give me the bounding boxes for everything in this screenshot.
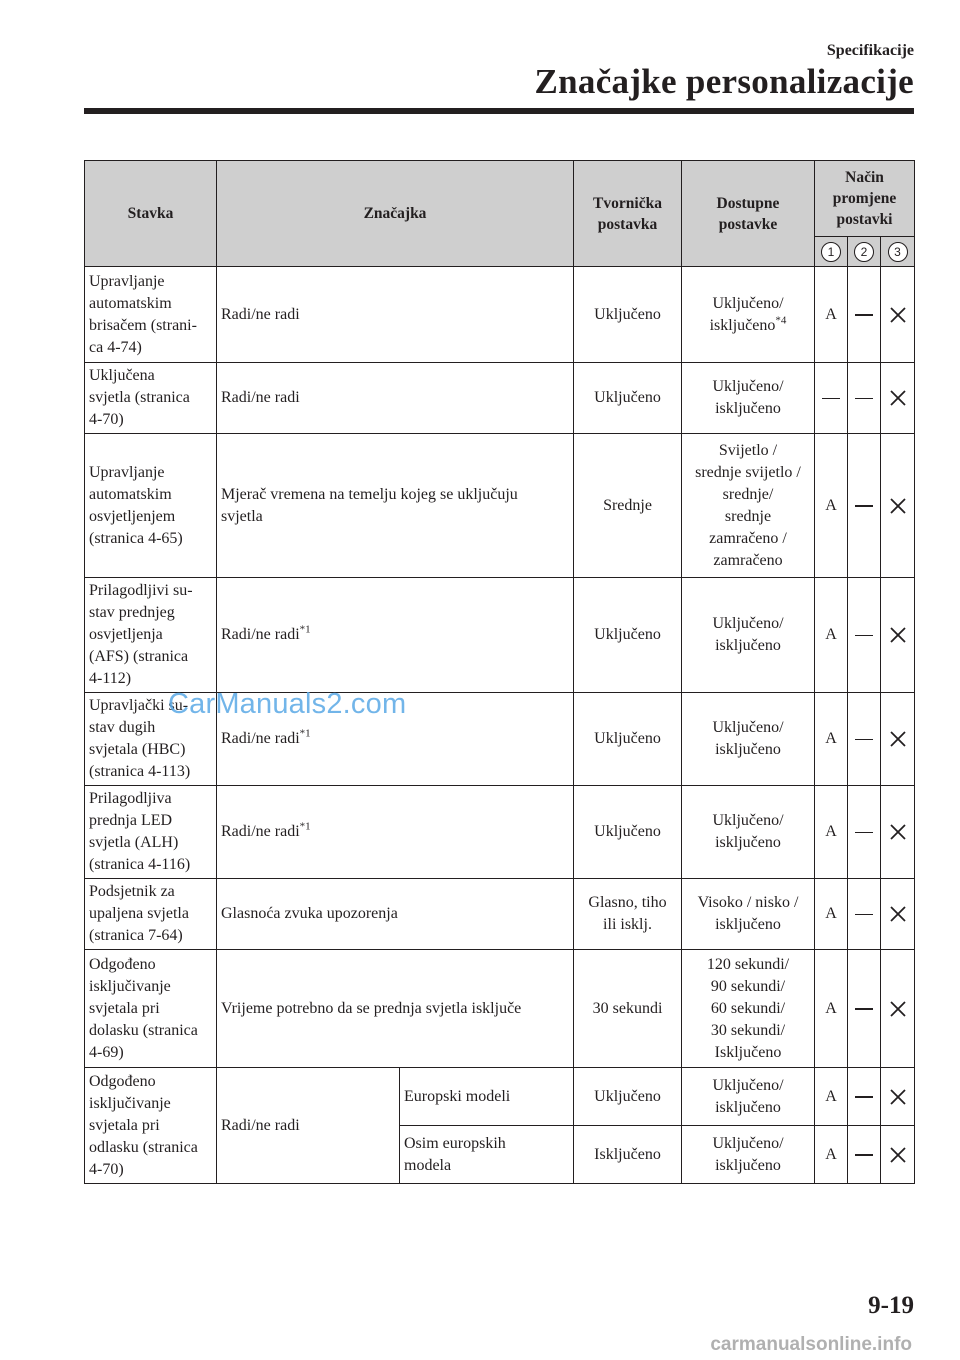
- item-cell: Upravljački su- stav dugih svjetala (HBC) (stranica 4-113): [85, 693, 217, 786]
- available-settings-cell: Uključeno/ isključeno: [682, 1068, 815, 1126]
- factory-setting-cell: Uključeno: [574, 786, 682, 879]
- feature-cell: Radi/ne radi: [217, 267, 574, 363]
- cross-mark: [881, 267, 915, 363]
- factory-setting-cell: Uključeno: [574, 693, 682, 786]
- header-available: Dostupne postavke: [682, 161, 815, 267]
- item-cell: Odgođeno isključivanje svjetala pri dolasku (stranica 4-69): [85, 950, 217, 1068]
- dash-icon: [855, 314, 873, 316]
- dash-icon: [855, 505, 873, 507]
- table-row: [85, 879, 915, 950]
- dash-mark: [848, 363, 881, 434]
- cross-icon: [889, 905, 907, 923]
- available-settings-cell: Uključeno/ isključeno: [682, 693, 815, 786]
- dash-icon: [855, 398, 873, 400]
- cross-icon: [889, 626, 907, 644]
- model-variant-cell: Europski modeli: [400, 1068, 574, 1126]
- factory-setting-cell: 30 sekundi: [574, 950, 682, 1068]
- table-row: [85, 363, 915, 434]
- cross-icon: [889, 730, 907, 748]
- dash-mark: [848, 434, 881, 578]
- page-title: Značajke personalizacije: [534, 62, 914, 101]
- footnote-ref: *1: [299, 623, 311, 636]
- factory-setting-cell: Uključeno: [574, 267, 682, 363]
- dash-mark: [848, 950, 881, 1068]
- dash-mark: [848, 267, 881, 363]
- item-cell: Upravljanje automatskim osvjetljenjem (stranica 4-65): [85, 434, 217, 578]
- cross-icon: [889, 1146, 907, 1164]
- available-settings-cell: Visoko / nisko / isključeno: [682, 879, 815, 950]
- dash-mark: [848, 1068, 881, 1126]
- cross-icon: [889, 497, 907, 515]
- feature-cell: Radi/ne radi: [217, 1068, 400, 1184]
- cross-mark: [881, 786, 915, 879]
- header-method-2: [848, 237, 881, 267]
- cross-mark: [881, 1068, 915, 1126]
- table-row: [85, 950, 915, 1068]
- table-row: [85, 786, 915, 879]
- feature-cell: Radi/ne radi: [217, 363, 574, 434]
- table-row: [85, 434, 915, 578]
- factory-setting-cell: Uključeno: [574, 578, 682, 693]
- circled-1-icon: 1: [821, 242, 841, 262]
- method-letter: A: [815, 950, 848, 1068]
- cross-icon: [889, 1000, 907, 1018]
- factory-setting-cell: Srednje: [574, 434, 682, 578]
- item-cell: Upravljanje automatskim brisačem (strani- ca 4-74): [85, 267, 217, 363]
- method-letter: A: [815, 434, 848, 578]
- dash-mark: [848, 693, 881, 786]
- header-item: Stavka: [85, 161, 217, 267]
- customization-table: [84, 160, 915, 1184]
- available-settings-cell: Uključeno/ isključeno: [682, 578, 815, 693]
- dash-mark: [848, 1126, 881, 1184]
- available-settings-cell: 120 sekundi/ 90 sekundi/ 60 sekundi/ 30 sekundi/ Isključeno: [682, 950, 815, 1068]
- dash-icon: [855, 1096, 873, 1098]
- feature-cell: Mjerač vremena na temelju kojeg se uključuju svjetla: [217, 434, 574, 578]
- footnote-ref: *1: [299, 820, 311, 833]
- model-variant-cell: Osim europskih modela: [400, 1126, 574, 1184]
- item-cell: Podsjetnik za upaljena svjetla (stranica 7-64): [85, 879, 217, 950]
- footnote-ref: *4: [775, 314, 787, 327]
- feature-cell: Radi/ne radi$^{*1}$: [217, 693, 574, 786]
- circled-3-icon: 3: [888, 242, 908, 262]
- cross-icon: [889, 823, 907, 841]
- method-letter: A: [815, 1068, 848, 1126]
- feature-cell: Glasnoća zvuka upozorenja: [217, 879, 574, 950]
- factory-setting-cell: Isključeno: [574, 1126, 682, 1184]
- cross-mark: [881, 363, 915, 434]
- cross-mark: [881, 693, 915, 786]
- item-cell: Prilagodljiva prednja LED svjetla (ALH) (stranica 4-116): [85, 786, 217, 879]
- dash-icon: [855, 739, 873, 741]
- method-letter: A: [815, 879, 848, 950]
- dash-icon: [855, 1154, 873, 1156]
- method-letter: A: [815, 786, 848, 879]
- cross-icon: [889, 306, 907, 324]
- available-settings-cell: Uključeno/ isključeno: [682, 1126, 815, 1184]
- table-row: [85, 578, 915, 693]
- factory-setting-cell: Glasno, tiho ili isklj.: [574, 879, 682, 950]
- method-letter: A: [815, 267, 848, 363]
- cross-mark: [881, 578, 915, 693]
- method-letter: A: [815, 578, 848, 693]
- table-row: [85, 267, 915, 363]
- cross-icon: [889, 1088, 907, 1106]
- dash-mark: [848, 578, 881, 693]
- header-method: Način promjene postavki: [815, 161, 915, 237]
- feature-cell: Radi/ne radi$^{*1}$: [217, 786, 574, 879]
- method-letter: A: [815, 693, 848, 786]
- cross-mark: [881, 879, 915, 950]
- dash-icon: [855, 832, 873, 834]
- dash-icon: [855, 635, 873, 637]
- item-cell: Uključena svjetla (stranica 4-70): [85, 363, 217, 434]
- cross-mark: [881, 1126, 915, 1184]
- item-cell: Odgođeno isključivanje svjetala pri odlasku (stranica 4-70): [85, 1068, 217, 1184]
- dash-icon: [855, 1008, 873, 1010]
- available-settings-cell: Uključeno/ isključeno: [682, 363, 815, 434]
- feature-cell: Vrijeme potrebno da se prednja svjetla isključe: [217, 950, 574, 1068]
- factory-setting-cell: Uključeno: [574, 363, 682, 434]
- footnote-ref: *1: [299, 727, 311, 740]
- header-method-1: [815, 237, 848, 267]
- dash-mark: [848, 786, 881, 879]
- section-label: Specifikacije: [826, 42, 914, 59]
- feature-cell: Radi/ne radi$^{*1}$: [217, 578, 574, 693]
- available-settings-cell: Uključeno/ isključeno$^{*4}$: [682, 267, 815, 363]
- cross-icon: [889, 389, 907, 407]
- cross-mark: [881, 950, 915, 1068]
- available-settings-cell: Svijetlo / srednje svijetlo / srednje/ srednje zamračeno / zamračeno: [682, 434, 815, 578]
- dash-icon: [855, 914, 873, 916]
- header-rule: [84, 108, 914, 114]
- circled-2-icon: 2: [854, 242, 874, 262]
- dash-icon: [822, 398, 840, 400]
- footer-site-logo: carmanualsonline.info: [710, 1334, 912, 1355]
- factory-setting-cell: Uključeno: [574, 1068, 682, 1126]
- dash-mark: [848, 879, 881, 950]
- page-number: 9-19: [868, 1292, 914, 1319]
- table-row: [85, 1068, 915, 1126]
- header-feature: Značajka: [217, 161, 574, 267]
- method-letter: A: [815, 1126, 848, 1184]
- dash-mark: [815, 363, 848, 434]
- cross-mark: [881, 434, 915, 578]
- item-cell: Prilagodljivi su- stav prednjeg osvjetljenja (AFS) (stranica 4-112): [85, 578, 217, 693]
- watermark: CarManuals2.com: [168, 688, 407, 720]
- header-factory: Tvornička postavka: [574, 161, 682, 267]
- available-settings-cell: Uključeno/ isključeno: [682, 786, 815, 879]
- header-method-3: [881, 237, 915, 267]
